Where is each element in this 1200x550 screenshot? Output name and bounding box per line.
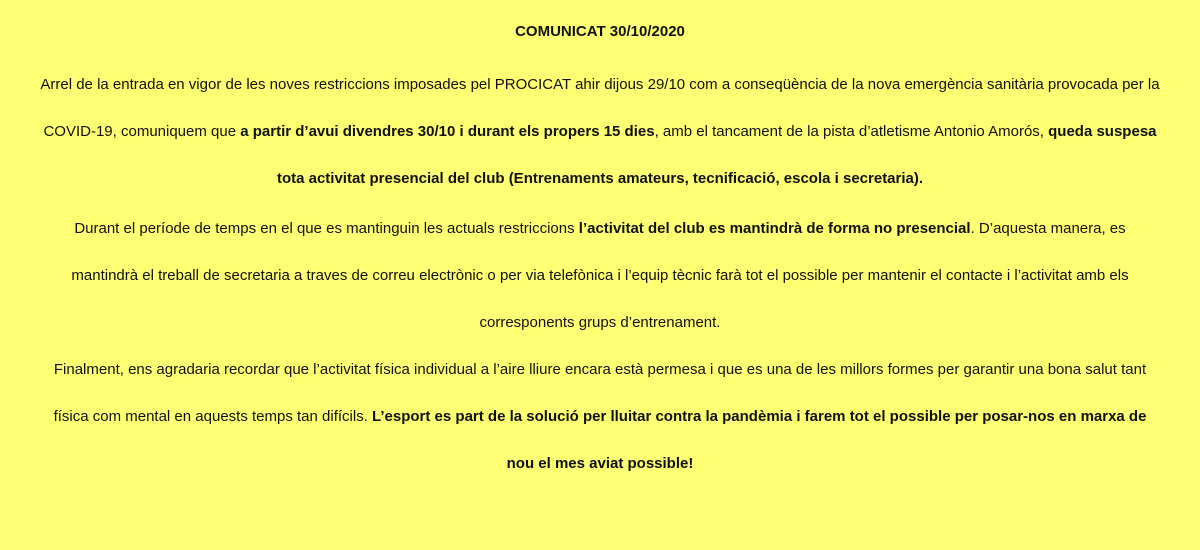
paragraph-suspension-text-1: Arrel de la entrada en vigor de les noves restriccions imposades pel PROCICAT ahir dijous 29/10 com a conseqüència de la nova emergència sanitària provocada per la COVID-19, comuniquem que — [40, 76, 1160, 140]
paragraph-suspension-bold-activity: queda suspesa tota activitat presencial del club (Entrenaments amateurs, tecnificació, escola i secretaria). — [276, 123, 1157, 187]
paragraph-closing — [40, 346, 1160, 487]
paragraph-remote-bold: l’activitat del club es mantindrà de forma no presencial — [578, 220, 971, 237]
paragraph-remote-text-2: . D’aquesta manera, es mantindrà el treball de secretaria a traves de correu electrònic o per via telefònica i l’equip tècnic farà tot el possible per mantenir el contacte i l’activitat amb els corresponents grups d’entrenament. — [71, 220, 1129, 331]
announcement-title: COMUNICAT 30/10/2020 — [515, 23, 685, 40]
paragraph-closing-text: Finalment, ens agradaria recordar que l’activitat física individual a l’aire lliure encara està permesa i que es una de les millors formes per garantir una bona salut tant física com mental en aquests temps tan difícils. — [53, 361, 1147, 425]
paragraph-remote-activity — [40, 205, 1160, 346]
paragraph-closing-bold: L’esport es part de la solució per lluitar contra la pandèmia i farem tot el possible per posar-nos en marxa de nou el mes aviat possible! — [372, 408, 1147, 472]
paragraph-suspension-bold-dates: a partir d’avui divendres 30/10 i durant els propers 15 dies — [240, 123, 655, 140]
paragraph-remote-text-1: Durant el període de temps en el que es mantinguin les actuals restriccions — [74, 220, 579, 237]
paragraph-suspension-text-2: , amb el tancament de la pista d’atletisme Antonio Amorós, — [654, 123, 1049, 140]
paragraph-suspension — [40, 61, 1160, 202]
